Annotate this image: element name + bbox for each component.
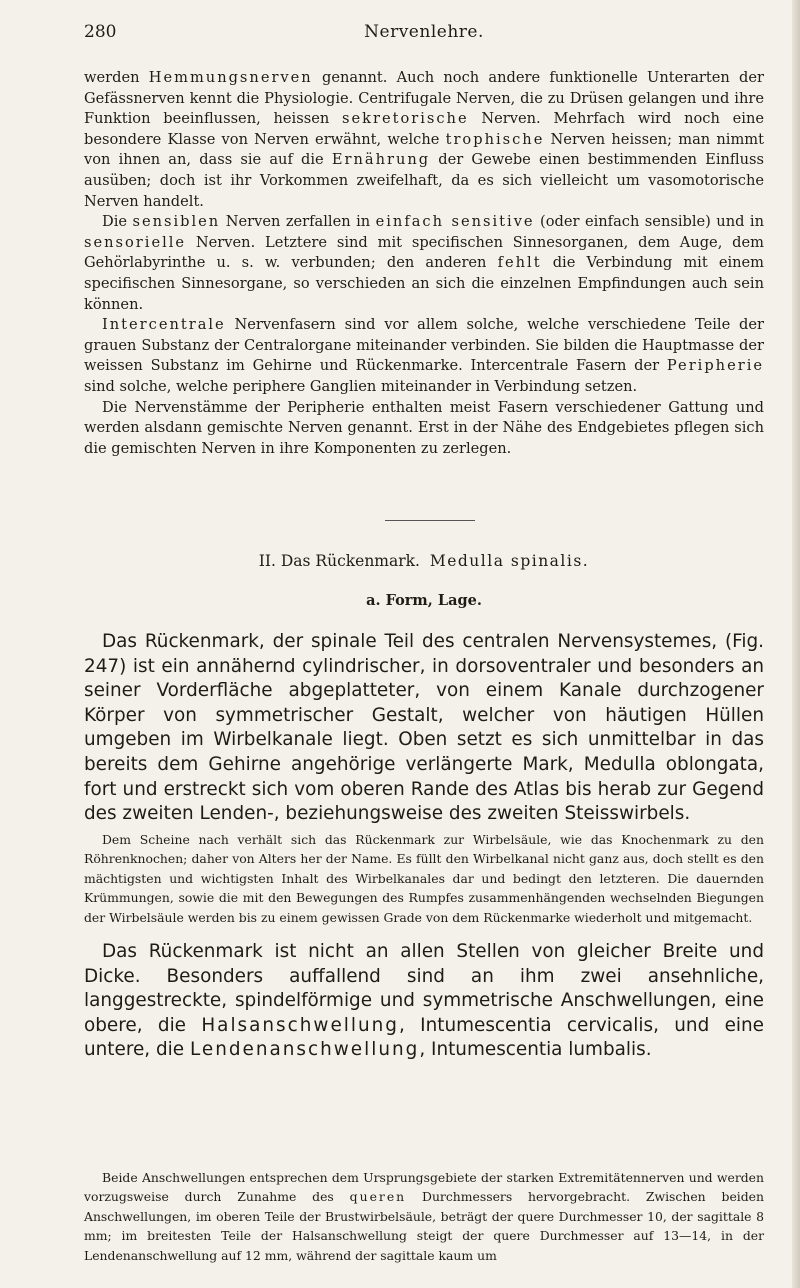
section-divider bbox=[385, 520, 475, 521]
paragraph-scheine: Dem Scheine nach verhält sich das Rückenmark zur Wirbelsäule, wie das Knochenmark zu den Röhrenknochen; daher von Alters her der Name. Es füllt den Wirbelkanal nicht ganz aus, doch stellt es den mächtigsten und wichtigsten Inhalt des Wirbelkanales dar und bedingt den letzteren. Die dauernden Krümmungen, sowie die mit den Bewegungen des Rumpfes zusammenhängenden wechselnden Biegungen der Wirbelsäule werden bis zu einem gewissen Grade von dem Rückenmarke wiederholt und mitgemacht. bbox=[84, 832, 764, 925]
text-block-top bbox=[84, 68, 764, 459]
paragraph-intercentrale: Intercentrale Nervenfasern sind vor allem solche, welche verschiedene Teile der grauen Substanz der Centralorgane miteinander verbinden. Sie bilden die Hauptmasse der weissen Substanz im Gehirne und Rückenmarke. Intercentrale Fasern der Peripherie sind solche, welche periphere Ganglien miteinander in Verbindung setzen. bbox=[84, 316, 764, 395]
page-header bbox=[84, 18, 764, 48]
section-title: II. Das Rückenmark. Medulla spinalis. bbox=[258, 552, 590, 570]
paragraph-hemmungsnerven: werden Hemmungsnerven genannt. Auch noch andere funktionelle Unterarten der Gefässnerven kennt die Physiologie. Centrifugale Nerven, die zu Drüsen gelangen und ihre Funktion beeinflussen, heissen sekretorische Nerven. Mehrfach wird noch eine besondere Klasse von Nerven erwähnt, welche trophische Nerven heissen; man nimmt von ihnen an, dass sie auf die Ernährung der Gewebe einen bestimmenden Einfluss ausüben; doch ist ihr Vorkommen zweifelhaft, da es sich vielleicht um vasomotorische Nerven handelt. bbox=[84, 69, 765, 210]
paragraph-sensible-nerven: Die sensiblen Nerven zerfallen in einfach sensitive (oder einfach sensible) und in sensorielle Nerven. Letztere sind mit specifischen Sinnesorganen, dem Auge, dem Gehörlabyrinthe u. s. w. verbunden; den anderen fehlt die Verbindung mit einem specifischen Sinnesorgane, so verschieden an sich die einzelnen Empfindungen auch sein können. bbox=[84, 213, 764, 313]
paragraph-anschwellungen: Das Rückenmark ist nicht an allen Stellen von gleicher Breite und Dicke. Besonders auffallend sind an ihm zwei ansehnliche, langgestreckte, spindelförmige und symmetrische Anschwellungen, eine obere, die Halsanschwellung, Intumescentia cervicalis, und eine untere, die Lendenanschwellung, Intumescentia lumbalis. bbox=[84, 941, 764, 1061]
running-head: Nervenlehre. bbox=[364, 22, 484, 42]
page-number: 280 bbox=[84, 22, 117, 42]
paragraph-durchmesser: Beide Anschwellungen entsprechen dem Ursprungsgebiete der starken Extremitätennerven und werden vorzugsweise durch Zunahme des queren Durchmessers hervorgebracht. Zwischen beiden Anschwellungen, im oberen Teile der Brustwirbelsäule, beträgt der quere Durchmesser 10, der sagittale 8 mm; im breitesten Teile der Halsanschwellung steigt der quere Durchmesser auf 13—14, in der Lendenanschwellung auf 12 mm, während der sagittale kaum um bbox=[84, 1170, 764, 1263]
paragraph-rueckenmark-intro: Das Rückenmark, der spinale Teil des centralen Nervensystemes, (Fig. 247) ist ein annähernd cylindrischer, in dorsoventraler und besonders an seiner Vorderfläche abgeplatteter, von einem Kanale durchzogener Körper von symmetrischer Gestalt, welcher von häutigen Hüllen umgeben im Wirbelkanale liegt. Oben setzt es sich unmittelbar in das bereits dem Gehirne angehörige verlängerte Mark, Medulla oblongata, fort und erstreckt sich vom oberen Rande des Atlas bis herab zur Gegend des zweiten Lenden-, beziehungsweise des zweiten Steisswirbels. bbox=[84, 631, 764, 825]
section-subtitle: a. Form, Lage. bbox=[366, 592, 482, 609]
page-edge bbox=[792, 0, 800, 1288]
section-latin: Medulla spinalis. bbox=[429, 552, 590, 570]
paragraph-nervenstaemme: Die Nervenstämme der Peripherie enthalten meist Fasern verschiedener Gattung und werden alsdann gemischte Nerven genannt. Erst in der Nähe des Endgebietes pflegen sich die gemischten Nerven in ihre Komponenten zu zerlegen. bbox=[84, 398, 764, 457]
